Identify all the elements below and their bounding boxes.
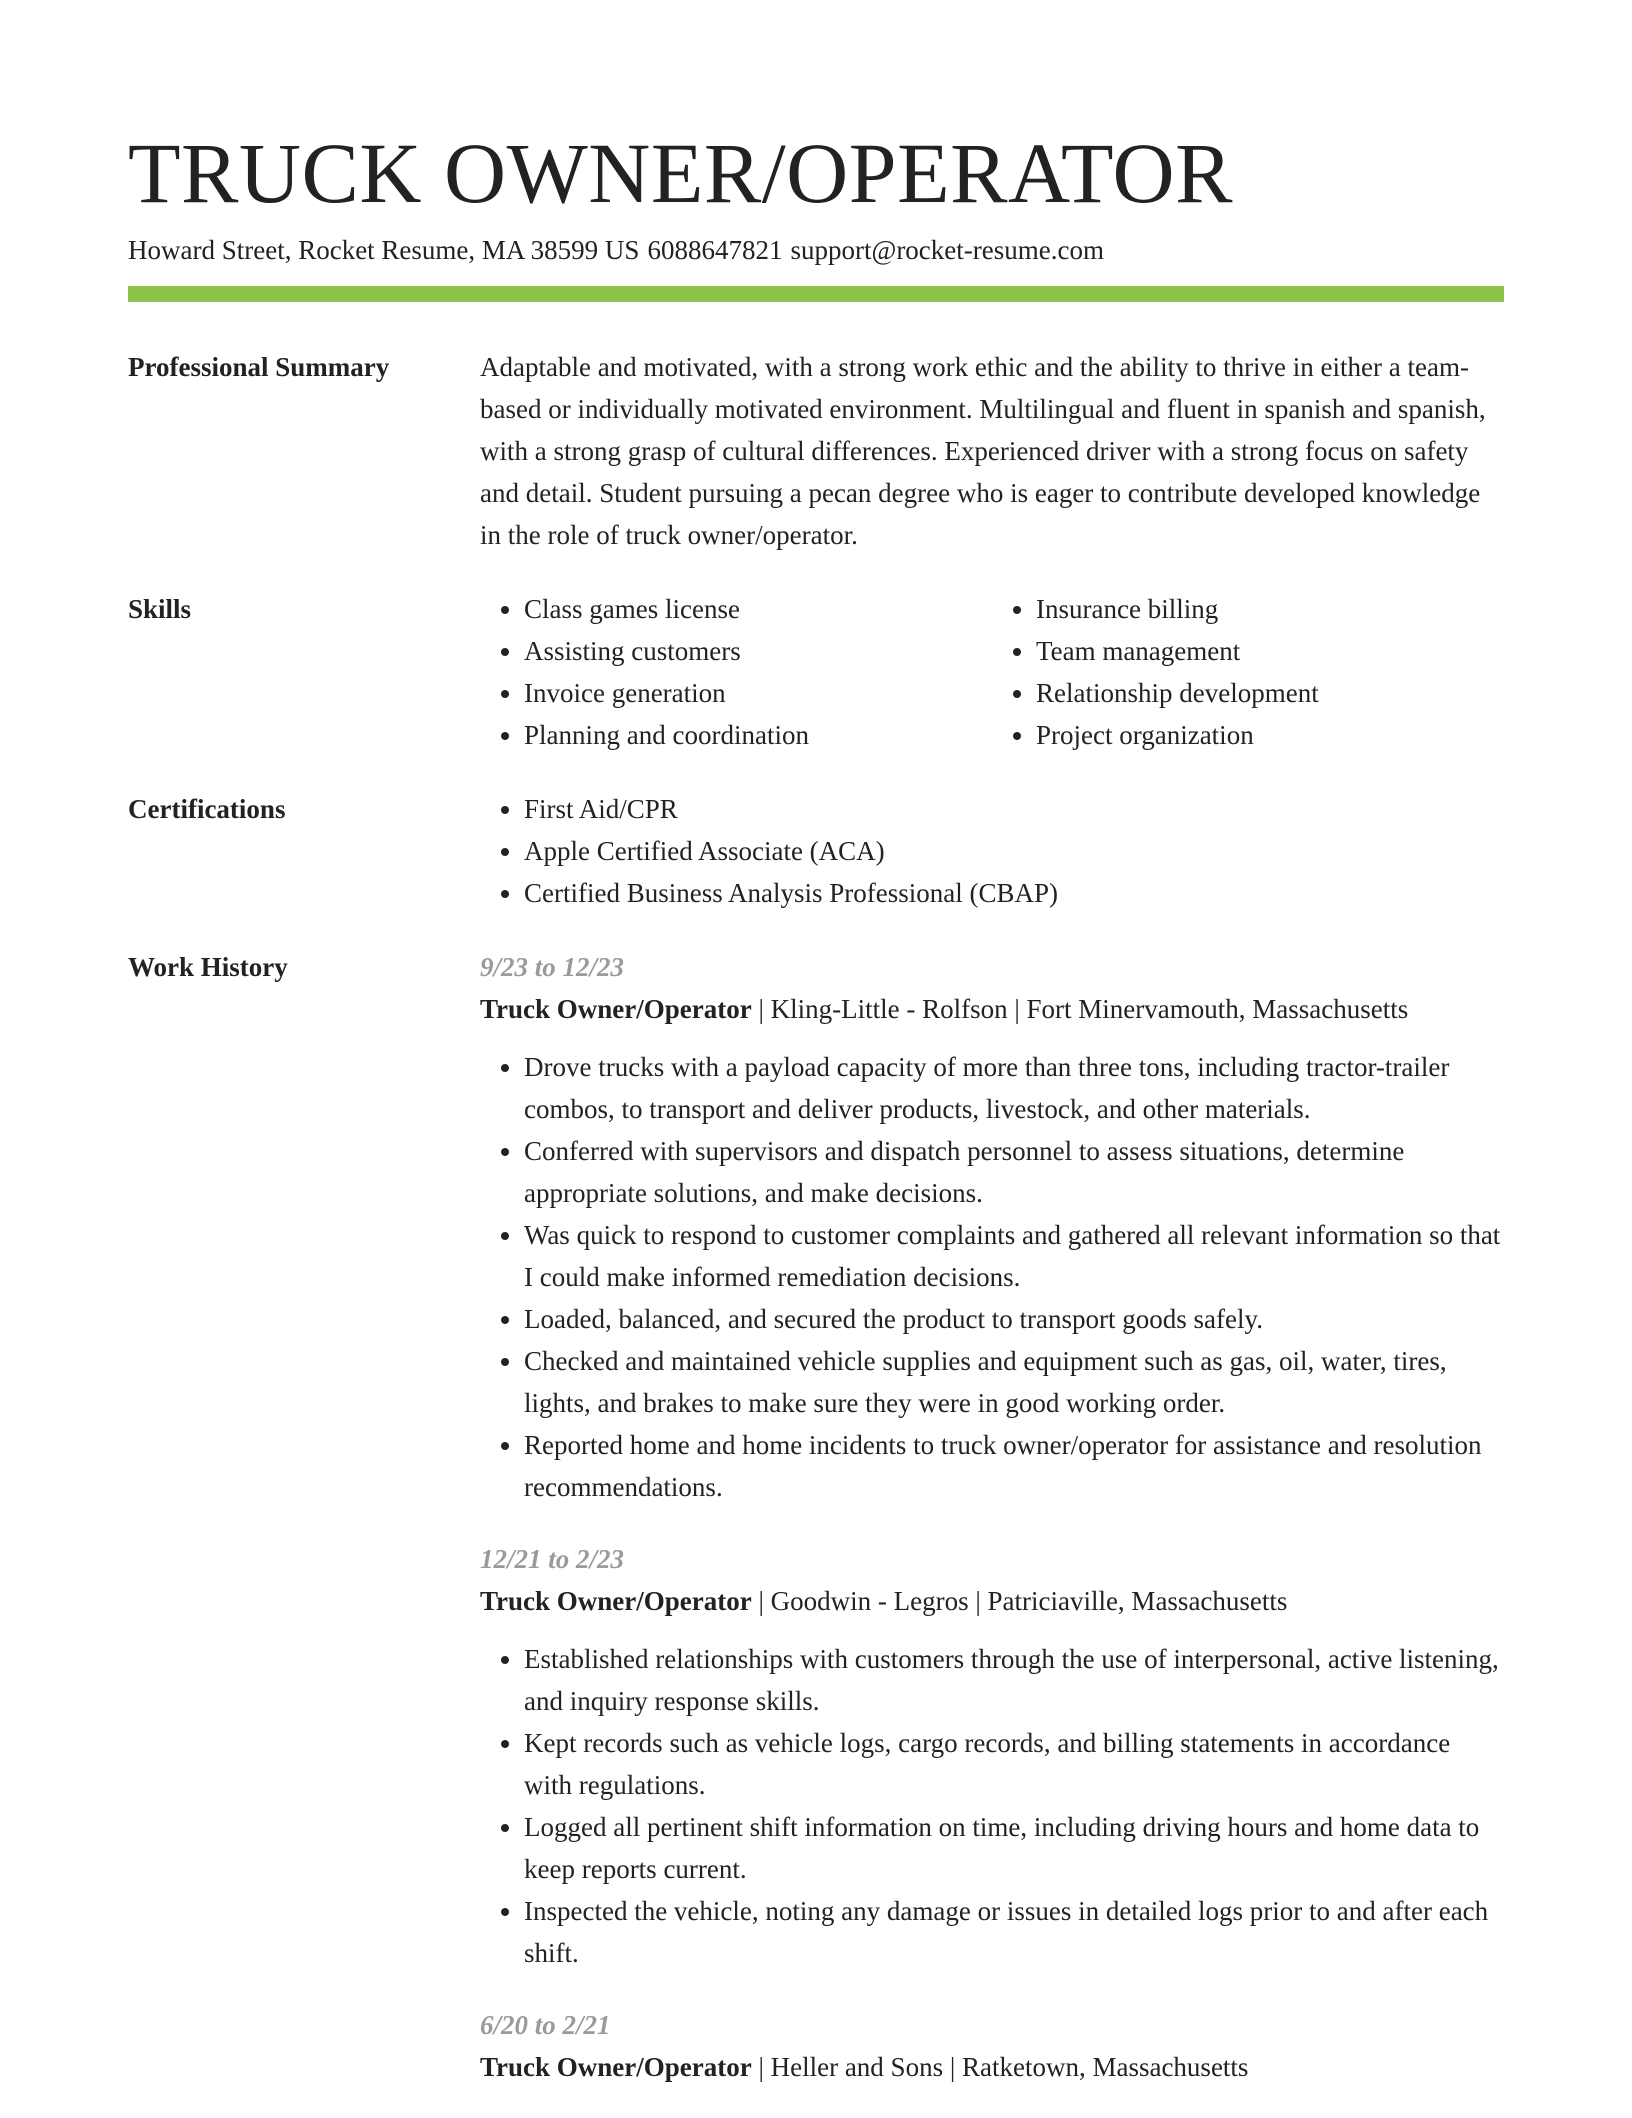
job-title: Truck Owner/Operator	[480, 1586, 752, 1616]
skills-grid	[480, 588, 1504, 756]
job-entry	[480, 1538, 1504, 1974]
job-separator: |	[975, 1586, 981, 1616]
certifications-content	[480, 788, 1504, 914]
job-bullet: • Logged all pertinent shift information on time, including driving hours and home data to keep reports current.	[524, 1806, 1504, 1890]
work-history-content	[480, 946, 1504, 2118]
certification-item: • First Aid/CPR	[524, 788, 1504, 830]
job-dates: 6/20 to 2/21	[480, 2010, 611, 2040]
job-bullet: • Reported home and home incidents to truck owner/operator for assistance and resolution recommendations.	[524, 1424, 1504, 1508]
skill-item: • Relationship development	[1036, 672, 1504, 714]
job-location: Ratketown, Massachusetts	[961, 2052, 1249, 2082]
summary-heading: Professional Summary	[128, 352, 390, 382]
skill-item: • Team management	[1036, 630, 1504, 672]
skills-column-1	[480, 588, 992, 756]
job-separator: |	[949, 2052, 956, 2082]
job-bullet: • Inspected the vehicle, noting any damage or issues in detailed logs prior to and after each shift.	[524, 1890, 1504, 1974]
skill-item: • Class games license	[524, 588, 992, 630]
skill-item: • Planning and coordination	[524, 714, 992, 756]
resume-title: TRUCK OWNER/OPERATOR	[128, 125, 1233, 221]
job-company: Kling-Little - Rolfson	[770, 994, 1008, 1024]
job-dates: 12/21 to 2/23	[480, 1544, 625, 1574]
summary-content	[480, 346, 1504, 556]
job-separator: |	[758, 994, 764, 1024]
job-title: Truck Owner/Operator	[480, 994, 752, 1024]
job-separator: |	[1014, 994, 1020, 1024]
job-bullet: • Established relationships with customers through the use of interpersonal, active listening, and inquiry response skills.	[524, 1638, 1504, 1722]
skill-item: • Insurance billing	[1036, 588, 1504, 630]
job-separator: |	[758, 2052, 764, 2082]
job-heading-line	[480, 1580, 1504, 1622]
contact-phone: 6088647821	[647, 235, 783, 265]
skill-item: • Project organization	[1036, 714, 1504, 756]
skill-item: • Assisting customers	[524, 630, 992, 672]
contact-email: support@rocket-resume.com	[790, 235, 1104, 265]
skills-column-2	[992, 588, 1504, 756]
skill-item: • Invoice generation	[524, 672, 992, 714]
header-divider	[128, 286, 1504, 302]
summary-text: Adaptable and motivated, with a strong work ethic and the ability to thrive in either a team-based or individually motivated environment. Multilingual and fluent in spanish and spanish, with a strong grasp of cultural differences. Experienced driver with a strong focus on safety and detail. Student pursuing a pecan degree who is eager to contribute developed knowledge in the role of truck owner/operator.	[480, 352, 1486, 550]
certifications-heading: Certifications	[128, 794, 286, 824]
job-heading-line	[480, 2046, 1504, 2088]
work-history-heading: Work History	[128, 952, 288, 982]
job-bullet: • Drove trucks with a payload capacity of more than three tons, including tractor-trailer combos, to transport and deliver products, livestock, and other materials.	[524, 1046, 1504, 1130]
job-bullet: • Was quick to respond to customer complaints and gathered all relevant information so that I could make informed remediation decisions.	[524, 1214, 1504, 1298]
certification-item: • Certified Business Analysis Professional (CBAP)	[524, 872, 1504, 914]
skills-heading: Skills	[128, 594, 192, 624]
certifications-list	[480, 788, 1504, 914]
job-entry	[480, 946, 1504, 1508]
contact-address: Howard Street, Rocket Resume, MA 38599 US	[128, 235, 640, 265]
skills-content	[480, 588, 1504, 756]
job-title: Truck Owner/Operator	[480, 2052, 752, 2082]
job-bullet: • Loaded, balanced, and secured the product to transport goods safely.	[524, 1298, 1504, 1340]
job-bullets	[480, 1638, 1504, 1974]
job-bullet: • Conferred with supervisors and dispatch personnel to assess situations, determine appropriate solutions, and make decisions.	[524, 1130, 1504, 1214]
job-entry	[480, 2004, 1504, 2088]
contact-line	[128, 230, 1104, 270]
job-separator: |	[758, 1586, 764, 1616]
job-company: Heller and Sons	[770, 2052, 944, 2082]
job-bullet: • Checked and maintained vehicle supplies and equipment such as gas, oil, water, tires, lights, and brakes to make sure they were in good working order.	[524, 1340, 1504, 1424]
job-heading-line	[480, 988, 1504, 1030]
job-location: Fort Minervamouth, Massachusetts	[1026, 994, 1409, 1024]
job-company: Goodwin - Legros	[770, 1586, 969, 1616]
job-location: Patriciaville, Massachusetts	[987, 1586, 1288, 1616]
job-dates: 9/23 to 12/23	[480, 952, 625, 982]
job-bullets	[480, 1046, 1504, 1508]
certification-item: • Apple Certified Associate (ACA)	[524, 830, 1504, 872]
job-bullet: • Kept records such as vehicle logs, cargo records, and billing statements in accordance with regulations.	[524, 1722, 1504, 1806]
